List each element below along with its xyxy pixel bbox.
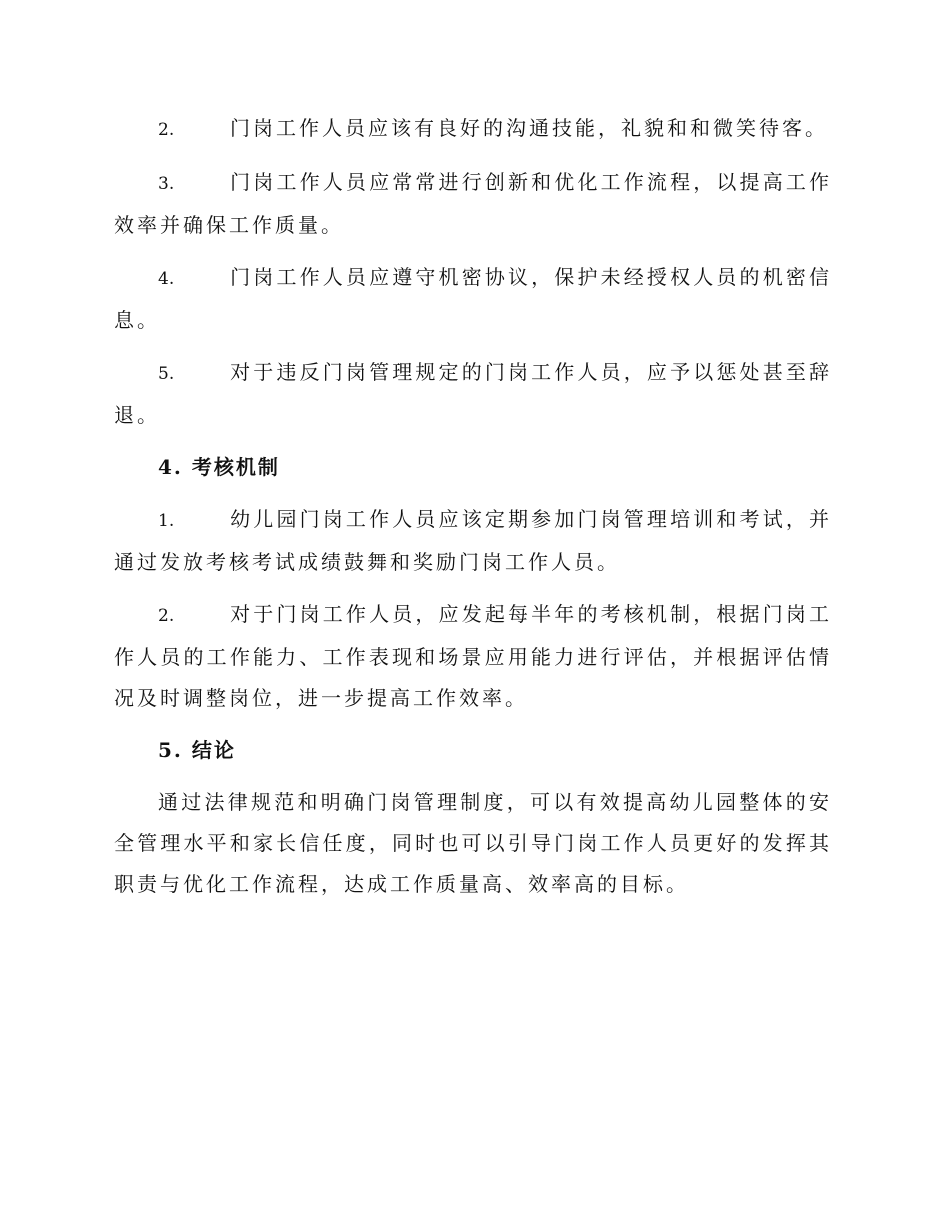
item-number: 3.: [158, 174, 175, 194]
list-item: [114, 499, 832, 583]
document-body: [114, 108, 832, 916]
item-text: 门岗工作人员应该有良好的沟通技能，礼貌和和微笑待客。: [230, 116, 828, 140]
section-heading-conclusion: 5. 结论: [158, 738, 236, 762]
list-item: [114, 257, 832, 341]
item-text: 门岗工作人员应遵守机密协议，保护未经授权人员的机密信息。: [114, 265, 832, 332]
item-text: 对于门岗工作人员，应发起每半年的考核机制，根据门岗工作人员的工作能力、工作表现和场景应用能力进行评估，并根据评估情况及时调整岗位，进一步提高工作效率。: [114, 602, 832, 710]
section-heading-assessment: 4. 考核机制: [158, 455, 280, 479]
item-text: 门岗工作人员应常常进行创新和优化工作流程，以提高工作效率并确保工作质量。: [114, 170, 832, 237]
item-number: 2.: [158, 606, 175, 626]
item-number: 2.: [158, 120, 175, 140]
item-number: 5.: [158, 364, 175, 384]
item-text: 幼儿园门岗工作人员应该定期参加门岗管理培训和考试，并通过发放考核考试成绩鼓舞和奖励门岗工作人员。: [114, 507, 832, 574]
conclusion-paragraph: 通过法律规范和明确门岗管理制度，可以有效提高幼儿园整体的安全管理水平和家长信任度，同时也可以引导门岗工作人员更好的发挥其职责与优化工作流程，达成工作质量高、效率高的目标。: [114, 790, 832, 896]
list-item: [114, 352, 832, 436]
item-number: 4.: [158, 269, 175, 289]
item-text: 对于违反门岗管理规定的门岗工作人员，应予以惩处甚至辞退。: [114, 360, 832, 427]
item-number: 1.: [158, 511, 175, 531]
list-item: [114, 594, 832, 719]
list-item: [114, 108, 832, 151]
list-item: [114, 162, 832, 246]
